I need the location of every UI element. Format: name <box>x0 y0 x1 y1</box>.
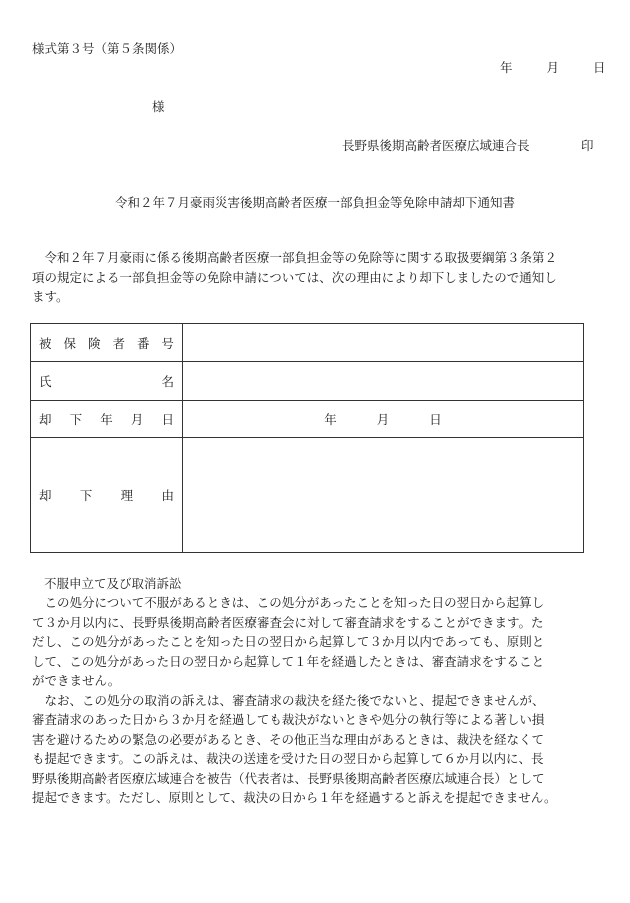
appeal-line: して、この処分があった日の翌日から起算して１年を経過したときは、審査請求をすること <box>32 653 545 669</box>
label-char: 名 <box>161 374 174 389</box>
table-row-rejection-reason <box>31 438 584 553</box>
appeal-line: だし、この処分があったことを知った日の翌日から起算して３か月以内であっても、原則と <box>32 634 545 649</box>
issuer-name: 長野県後期高齢者医療広域連合長 <box>342 138 530 153</box>
intro-line: 令和２年７月豪雨に係る後期高齢者医療一部負担金等の免除等に関する取扱要綱第３条第２ <box>32 250 558 265</box>
label-char: 被 <box>39 335 52 351</box>
date-day: 日 <box>593 60 606 75</box>
document-title: 令和２年７月豪雨災害後期高齢者医療一部負担金等免除申請却下通知書 <box>114 195 515 210</box>
intro-line: 項の規定による一部負担金等の免除申請については、次の理由により却下しましたので通知し <box>32 269 557 285</box>
insured-number-label <box>31 324 183 362</box>
label-char: 却 <box>39 412 52 427</box>
rejection-date-label <box>31 401 183 438</box>
table-row-insured-number <box>31 324 584 362</box>
label-char: 保 <box>63 335 76 351</box>
rejection-reason-label <box>31 438 183 553</box>
label-char: 日 <box>161 412 174 427</box>
appeal-line: この処分について不服があるときは、この処分があったことを知った日の翌日から起算し <box>32 595 545 610</box>
appeal-line: ができません。 <box>32 673 121 688</box>
seal-mark: 印 <box>581 138 594 153</box>
intro-paragraph <box>32 248 594 307</box>
name-label <box>31 362 183 401</box>
date-month: 月 <box>546 60 560 75</box>
appeal-body <box>32 593 594 808</box>
insured-number-value <box>183 324 584 362</box>
label-char: 理 <box>120 488 134 503</box>
rejection-reason-value <box>183 438 584 553</box>
info-table <box>30 323 584 553</box>
name-value <box>183 362 584 401</box>
appeal-line: も提起できます。この訴えは、裁決の送達を受けた日の翌日から起算して６か月以内に、長 <box>32 751 544 766</box>
label-char: 下 <box>79 488 93 503</box>
appeal-line: 審査請求のあった日から３か月を経過しても裁決がないときや処分の執行等による著しい損 <box>32 712 545 727</box>
appeal-line: 提起できます。ただし、原則として、裁決の日から１年を経過すると訴えを提起できません。 <box>32 790 557 805</box>
appeal-line: なお、この処分の取消の訴えは、審査請求の裁決を経た後でないと、提起できませんが、 <box>32 692 545 708</box>
label-char: 険 <box>87 335 101 351</box>
rejection-day: 日 <box>429 412 442 427</box>
table-row-rejection-date <box>31 401 584 438</box>
label-char: 番 <box>136 335 150 351</box>
date-year: 年 <box>500 60 513 75</box>
label-char: 下 <box>69 412 83 427</box>
label-char: 却 <box>39 488 52 503</box>
appeal-line: 野県後期高齢者医療広域連合を被告（代表者は、長野県後期高齢者医療広域連合長）として <box>32 770 545 786</box>
appeal-heading: 不服申立て及び取消訴訟 <box>44 576 182 591</box>
label-char: 月 <box>130 412 144 427</box>
appeal-line: て３か月以内に、長野県後期高齢者医療審査会に対して審査請求をすることができます。た <box>32 614 544 630</box>
label-char: 者 <box>112 335 125 351</box>
addressee-suffix: 様 <box>152 99 165 114</box>
rejection-year: 年 <box>324 412 337 427</box>
form-number: 様式第３号（第５条関係） <box>32 41 183 56</box>
label-char: 年 <box>100 412 113 427</box>
appeal-line: 害を避けるための緊急の必要があるとき、その他正当な理由があるときは、裁決を経なくて <box>32 731 545 747</box>
rejection-date-value <box>183 401 584 438</box>
label-char: 号 <box>161 335 174 351</box>
rejection-month: 月 <box>376 412 390 427</box>
label-char: 由 <box>161 488 174 503</box>
table-row-name <box>31 362 584 401</box>
issue-date <box>500 58 606 76</box>
label-char: 氏 <box>39 374 52 389</box>
intro-line: ます。 <box>32 289 69 304</box>
